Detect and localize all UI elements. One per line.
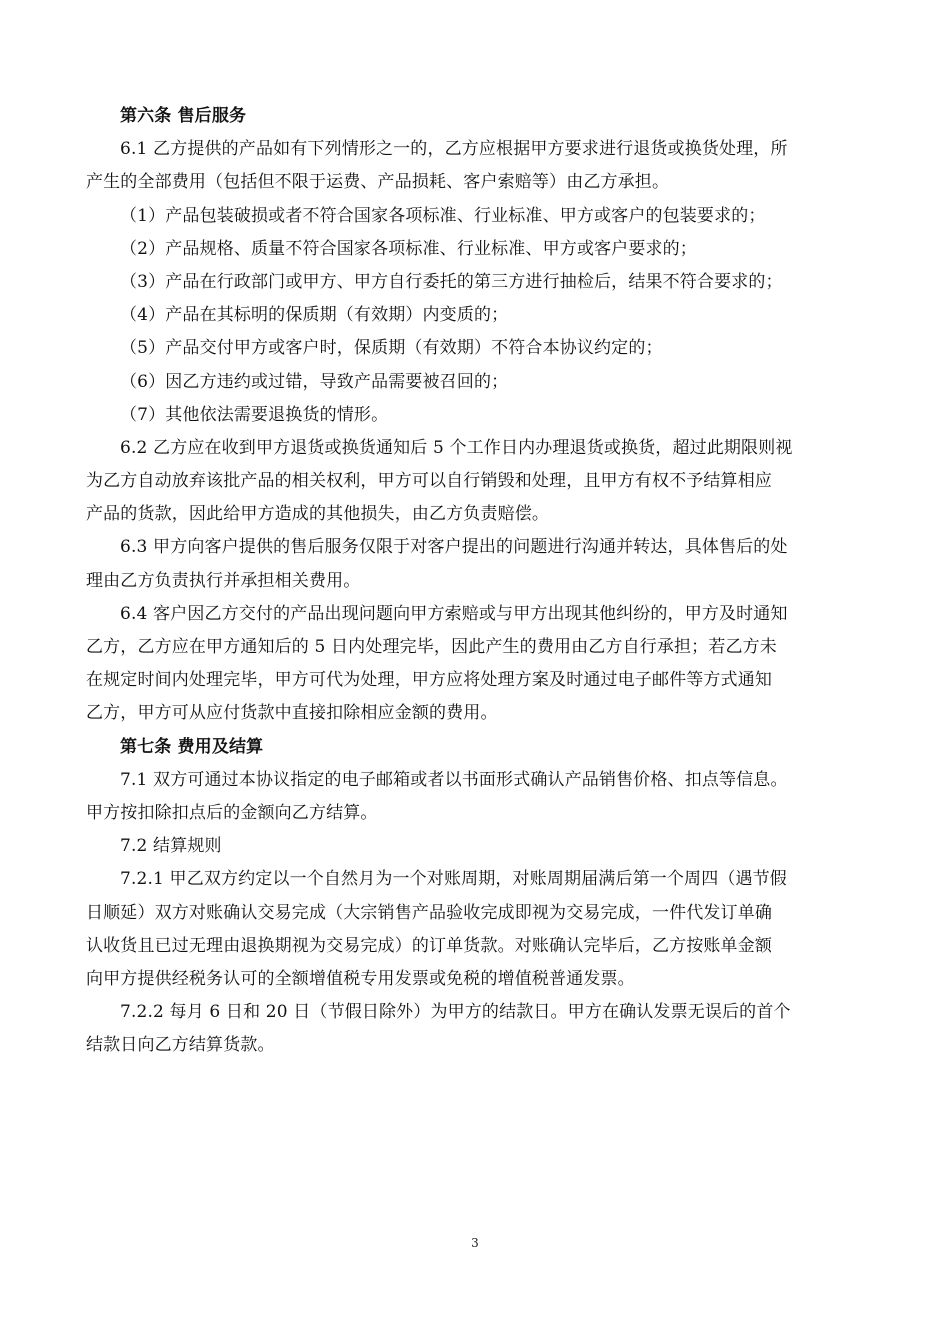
- document-body: [86, 100, 864, 1062]
- section-heading: 第六条 售后服务: [120, 106, 247, 126]
- text-line: （1）产品包装破损或者不符合国家各项标准、行业标准、甲方或客户的包装要求的；: [120, 205, 766, 226]
- text-line: 7.2.2 每月 6 日和 20 日（节假日除外）为甲方的结款日。甲方在确认发票无误后的首个: [120, 1002, 791, 1023]
- text-line: 日顺延）双方对账确认交易完成（大宗销售产品验收完成即视为交易完成，一件代发订单确: [86, 902, 772, 923]
- text-line: 结款日向乙方结算货款。: [86, 1035, 275, 1056]
- text-line: （6）因乙方违约或过错，导致产品需要被召回的；: [120, 371, 509, 392]
- page-number: 3: [471, 1236, 479, 1250]
- text-line: 乙方，乙方应在甲方通知后的 5 日内处理完毕，因此产生的费用由乙方自行承担；若乙方未: [86, 637, 777, 657]
- text-line: （3）产品在行政部门或甲方、甲方自行委托的第三方进行抽检后，结果不符合要求的；: [120, 271, 783, 292]
- text-line: （4）产品在其标明的保质期（有效期）内变质的；: [120, 305, 509, 326]
- text-line: 产品的货款，因此给甲方造成的其他损失，由乙方负责赔偿。: [86, 504, 550, 525]
- text-line: 6.1 乙方提供的产品如有下列情形之一的，乙方应根据甲方要求进行退货或换货处理，所: [120, 139, 788, 160]
- text-line: 理由乙方负责执行并承担相关费用。: [86, 570, 361, 591]
- text-line: 产生的全部费用（包括但不限于运费、产品损耗、客户索赔等）由乙方承担。: [86, 172, 670, 193]
- text-line: （2）产品规格、质量不符合国家各项标准、行业标准、甲方或客户要求的；: [120, 238, 697, 259]
- text-line: 乙方，甲方可从应付货款中直接扣除相应金额的费用。: [86, 703, 498, 724]
- text-line: 7.2.1 甲乙双方约定以一个自然月为一个对账周期，对账周期届满后第一个周四（遇节假: [120, 869, 787, 890]
- text-line: 在规定时间内处理完毕，甲方可代为处理，甲方应将处理方案及时通过电子邮件等方式通知: [86, 670, 772, 691]
- text-line: 6.3 甲方向客户提供的售后服务仅限于对客户提出的问题进行沟通并转达，具体售后的处: [120, 537, 788, 558]
- text-line: 7.1 双方可通过本协议指定的电子邮箱或者以书面形式确认产品销售价格、扣点等信息。: [120, 769, 788, 790]
- text-line: 认收货且已过无理由退换期视为交易完成）的订单货款。对账确认完毕后，乙方按账单金额: [86, 935, 772, 956]
- text-line: 7.2 结算规则: [120, 836, 222, 857]
- text-line: （5）产品交付甲方或客户时，保质期（有效期）不符合本协议约定的；: [120, 338, 663, 359]
- text-line: 6.4 客户因乙方交付的产品出现问题向甲方索赔或与甲方出现其他纠纷的，甲方及时通知: [120, 603, 788, 624]
- text-line: 甲方按扣除扣点后的金额向乙方结算。: [86, 802, 378, 823]
- text-line: 为乙方自动放弃该批产品的相关权利，甲方可以自行销毁和处理，且甲方有权不予结算相应: [86, 471, 772, 492]
- text-line: 向甲方提供经税务认可的全额增值税专用发票或免税的增值税普通发票。: [86, 968, 635, 989]
- section-heading: 第七条 费用及结算: [120, 736, 264, 757]
- text-line: （7）其他依法需要退换货的情形。: [120, 404, 389, 425]
- text-line: 6.2 乙方应在收到甲方退货或换货通知后 5 个工作日内办理退货或换货，超过此期限则视: [120, 437, 793, 458]
